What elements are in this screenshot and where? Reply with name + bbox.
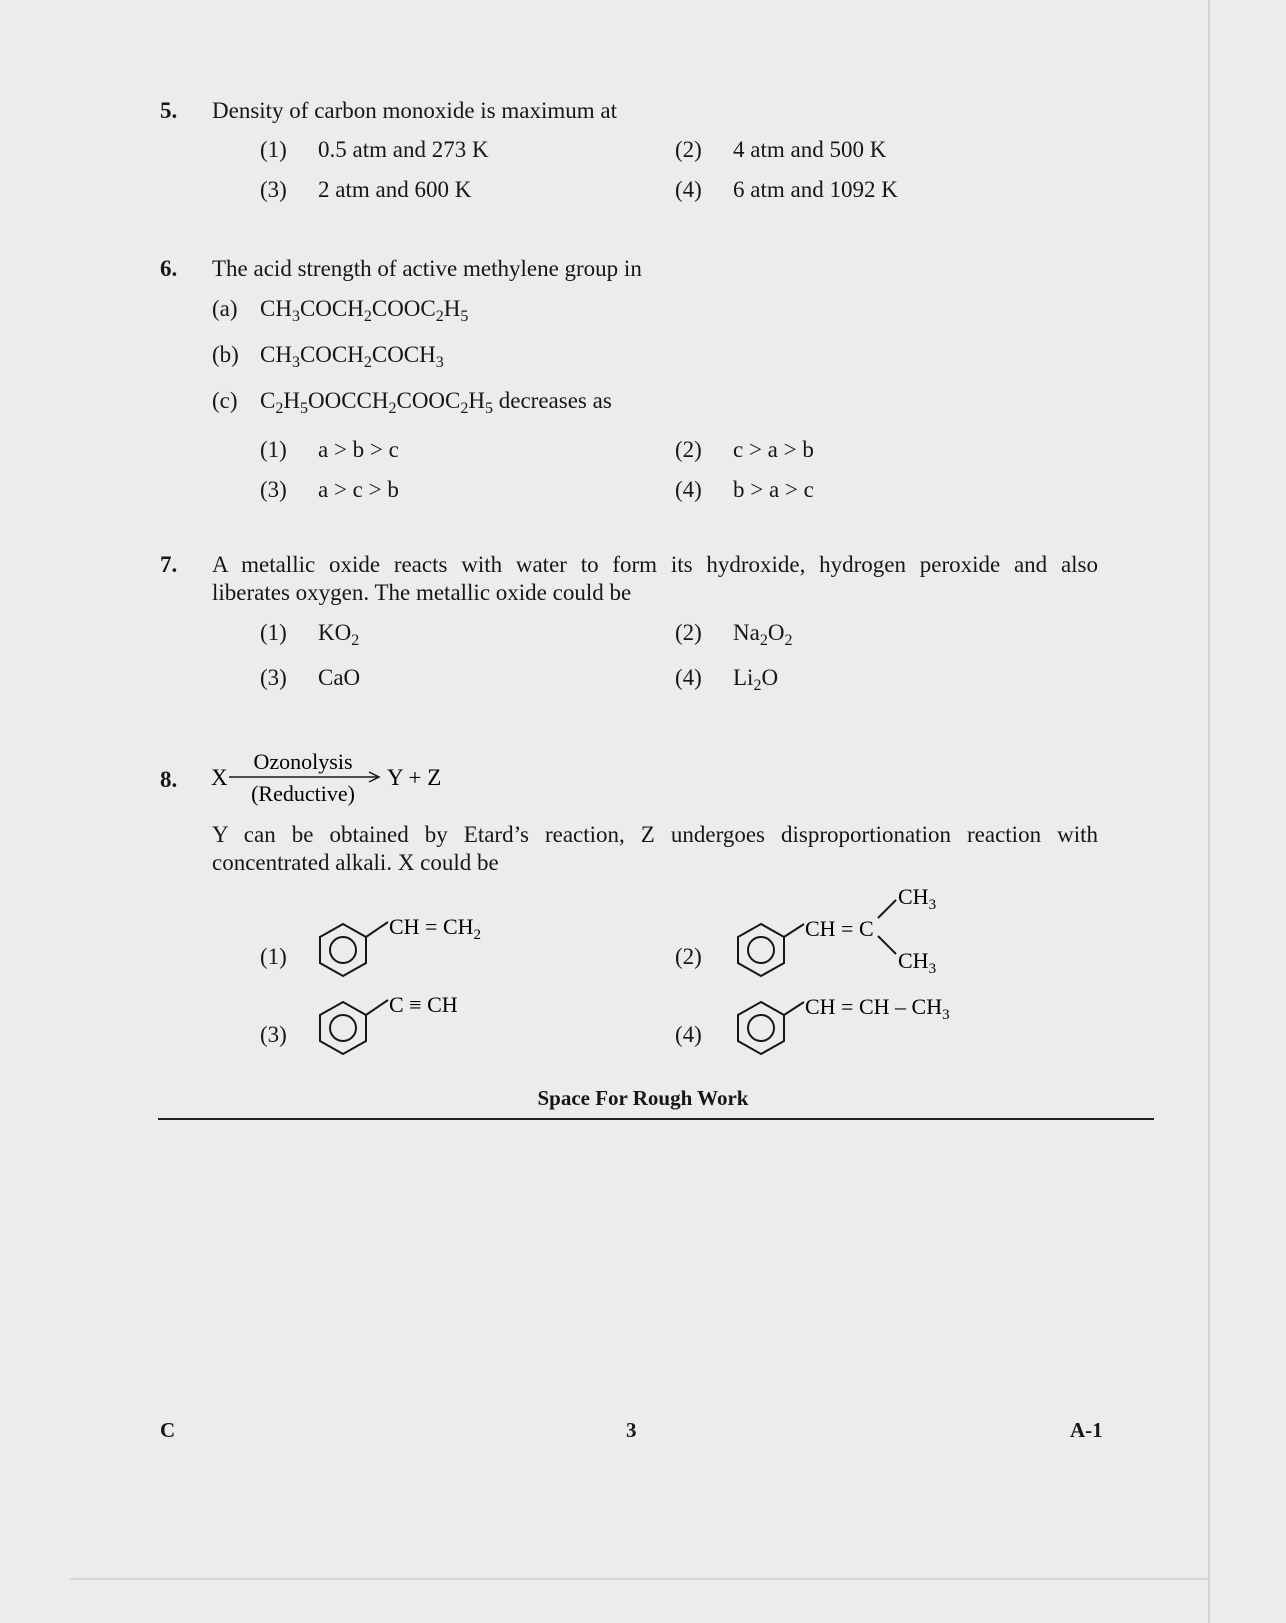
benzene-structure [310,984,540,1064]
option [675,437,814,463]
option-text: a > c > b [318,477,399,502]
chemical-formula: $CH_3COCH_2COOC_2H_5$ [260,296,469,325]
option [675,137,886,163]
option [675,665,779,694]
bond-line [878,936,896,954]
item-label: (c) [212,388,238,413]
chemical-formula: $CH_3COCH_2COCH_3$ [260,342,444,371]
bond-line [366,922,388,937]
list-item [212,388,612,417]
option-number: (4) [675,1022,702,1047]
bond-line [784,1002,804,1015]
list-item [212,296,469,325]
benzene-ring-icon [320,1002,366,1054]
option [675,177,898,203]
substituent-label: CH = C [805,916,874,941]
chemical-formula: $C_2H_5OOCCH_2COOC_2H_5$ [260,388,494,417]
option-number: (2) [675,944,702,969]
question-text: concentrated alkali. X could be [212,850,499,875]
reaction-equation [205,745,465,813]
option-number: (3) [260,177,287,202]
option-text: 0.5 atm and 273 K [318,137,489,162]
option [260,665,360,691]
option-number: (2) [675,137,702,162]
option [260,137,489,163]
option-number: (2) [675,620,702,645]
benzene-structure [728,984,988,1064]
option [260,177,471,203]
question-text: Density of carbon monoxide is maximum at [212,98,617,123]
bond-line [366,1000,388,1015]
page-edge [1208,0,1210,1623]
benzene-ring-icon [738,1002,784,1054]
bond-line [878,900,896,918]
option-number: (4) [675,665,702,690]
option-text: b > a > c [733,477,814,502]
rough-work-label: Space For Rough Work [537,1086,749,1110]
question-number: 7. [160,552,178,577]
option-text: 6 atm and 1092 K [733,177,898,202]
option [260,437,399,463]
question-text: The acid strength of active methylene group in [212,256,642,281]
option-text: 2 atm and 600 K [318,177,472,202]
option-number: (4) [675,177,702,202]
question-text: liberates oxygen. The metallic oxide could be [212,580,632,605]
option-number: (1) [260,437,287,462]
chemical-formula: $Li_2O$ [733,665,779,694]
option [260,477,399,503]
substituent-label: C ≡ CH [389,992,458,1017]
option-number: (1) [260,137,287,162]
aromatic-circle-icon [330,937,356,963]
option-number: (3) [260,665,287,690]
substituent-label: CH = $CH_2$ [389,914,482,943]
benzene-ring-icon [320,924,366,976]
question-number: 6. [160,256,178,281]
aromatic-circle-icon [748,937,774,963]
substituent-label: CH = CH – $CH_3$ [805,994,950,1023]
item-label: (a) [212,296,238,321]
option-number: (2) [675,437,702,462]
item-suffix: decreases as [498,388,612,413]
option-text: c > a > b [733,437,814,462]
question-number: 5. [160,98,178,123]
reactant-label: X [211,765,228,790]
item-label: (b) [212,342,239,367]
list-item [212,342,444,371]
products-label: Y + Z [387,765,442,790]
arrow-reagent-above: Ozonolysis [253,749,353,774]
question-number: 8. [160,767,178,792]
option-number: (1) [260,620,287,645]
bond-line [784,924,804,937]
arrow-reagent-below: (Reductive) [251,781,355,806]
option-number: (3) [260,1022,287,1047]
option-text: 4 atm and 500 K [733,137,887,162]
question-text: A metallic oxide reacts with water to form its hydroxide, hydrogen peroxide and also [212,552,1098,577]
chemical-formula: $KO_2$ [318,620,360,649]
option [260,620,360,649]
branch-label: $CH_3$ [898,884,937,913]
footer-code-left: C [160,1418,176,1442]
page-number: 3 [626,1418,637,1442]
chemical-formula: $Na_2O_2$ [733,620,793,649]
branch-label: $CH_3$ [898,948,937,977]
benzene-structure [728,880,978,990]
page-edge [70,1578,1210,1580]
option [675,620,793,649]
option [675,477,814,503]
aromatic-circle-icon [330,1015,356,1041]
benzene-structure [310,906,540,986]
benzene-ring-icon [738,924,784,976]
footer-code-right: A-1 [1070,1418,1103,1442]
question-text: Y can be obtained by Etard’s reaction, Z undergoes disproportionation reaction with [212,822,1098,847]
section-divider [158,1118,1154,1120]
option-text: a > b > c [318,437,399,462]
option-number: (1) [260,944,287,969]
chemical-formula: CaO [318,665,361,690]
aromatic-circle-icon [748,1015,774,1041]
option-number: (4) [675,477,702,502]
option-number: (3) [260,477,287,502]
